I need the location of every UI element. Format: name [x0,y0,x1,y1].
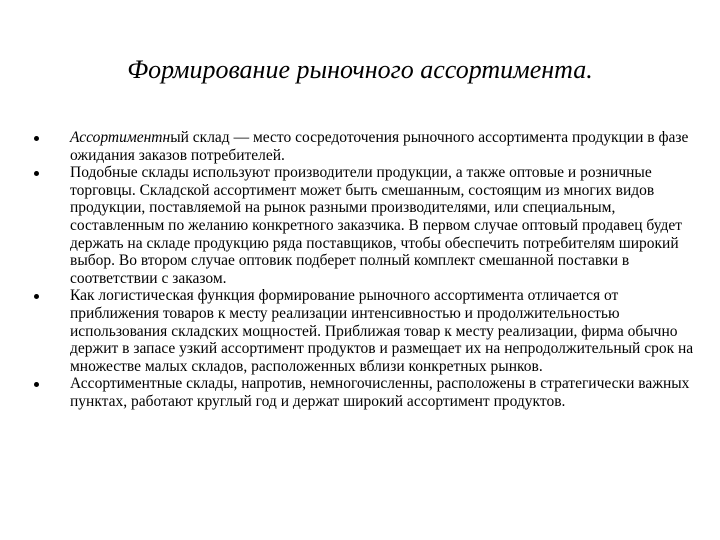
bullet-text: ый склад — место сосредоточения рыночного ассортимента продукции в фазе ожидания заказов потребителей. [70,129,689,164]
bullet-item [34,129,694,164]
bullet-item [34,375,694,410]
bullet-dot-icon [34,171,39,176]
bullet-item [34,287,694,375]
bullet-dot-icon [34,136,39,141]
bullet-text: Ассортиментные склады, напротив, немногочисленны, расположены в стратегически важных пунктах, работают круглый год и держат широкий ассортимент продуктов. [70,375,690,410]
bullet-list [34,129,694,411]
slide-title: Формирование рыночного ассортимента. [127,55,593,84]
bullet-dot-icon [34,294,39,299]
bullet-dot-icon [34,382,39,387]
bullet-text: Подобные склады используют производители продукции, а также оптовые и розничные торговцы. Складской ассортимент может быть смешанным, состоящим из многих видов продукции, поставляемой на рынок разными производителями, или специальным, составленным по желанию конкретного заказчика. В первом случае оптовый продавец будет держать на складе продукцию ряда поставщиков, чтобы обеспечить потребителям широкий выбор. Во втором случае оптовик подберет полный комплект смешанной поставки в соответствии с заказом. [70,164,683,287]
bullet-emphasis: Ассортиментн [70,129,171,146]
bullet-item [34,164,694,287]
bullet-text: Как логистическая функция формирование рыночного ассортимента отличается от приближения товаров к месту реализации интенсивностью и продолжительностью использования складских мощностей. Приближая товар к месту реализации, фирма обычно держит в запасе узкий ассортимент продуктов и размещает их на непродолжительный срок на множестве малых складов, расположенных вблизи конкретных рынков. [70,287,694,375]
